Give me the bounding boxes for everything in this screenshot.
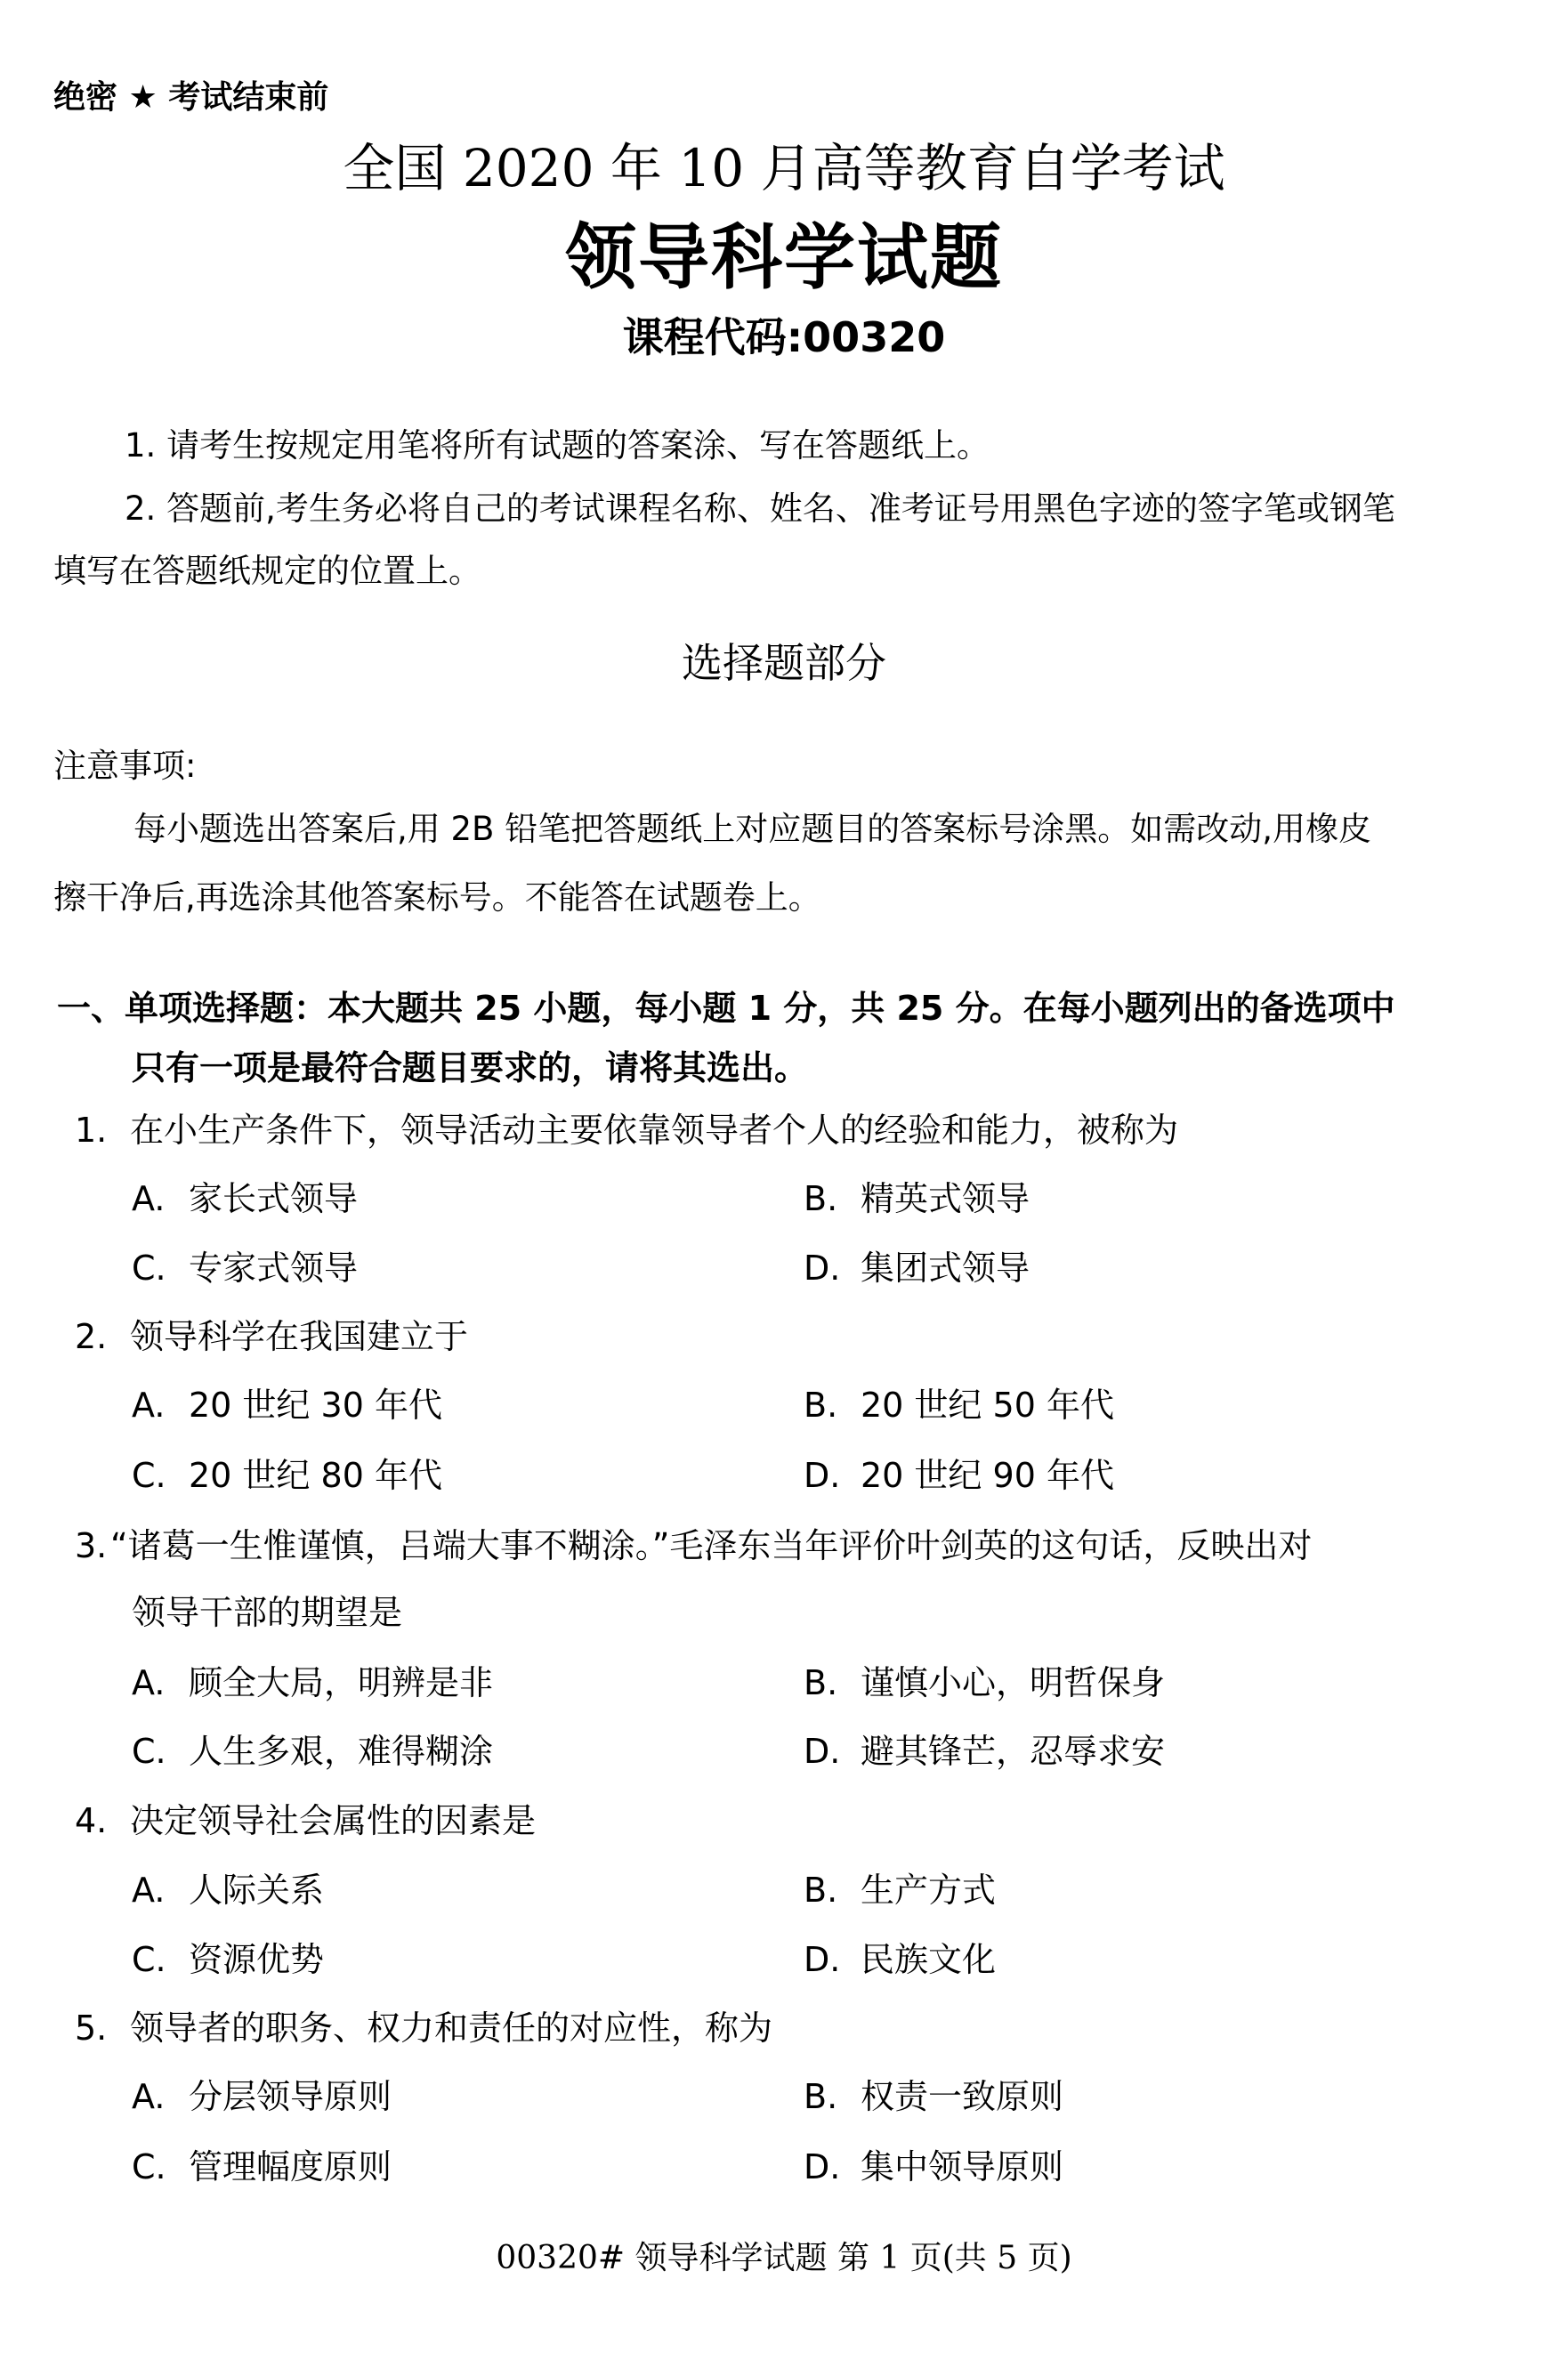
option-text: 集中领导原则: [861, 2147, 1064, 2186]
option-label: D.: [804, 1732, 841, 1771]
option-label: A.: [132, 1663, 166, 1702]
option-1a: [132, 1179, 359, 1218]
option-text: 家长式领导: [189, 1179, 359, 1218]
option-label: D.: [804, 1249, 841, 1288]
page-footer: 00320# 领导科学试题 第 1 页(共 5 页): [496, 2240, 1072, 2276]
option-label: B.: [804, 1386, 838, 1425]
option-text: 民族文化: [861, 1940, 997, 1979]
option-2c: [132, 1456, 442, 1495]
option-label: D.: [804, 1940, 841, 1979]
instruction-2: 2. 答题前,考生务必将自己的考试课程名称、姓名、准考证号用黑色字迹的签字笔或钢笔: [125, 489, 1395, 528]
option-text: 生产方式: [861, 1871, 997, 1910]
question-1: [75, 1111, 1179, 1150]
option-3c: [132, 1732, 494, 1771]
option-5a: [132, 2077, 392, 2116]
option-label: C.: [132, 1456, 166, 1495]
option-label: B.: [804, 1663, 838, 1702]
option-2a: [132, 1386, 442, 1425]
option-1d: [804, 1249, 1031, 1288]
question-3-continued: [132, 1593, 403, 1632]
option-text: 分层领导原则: [189, 2077, 392, 2116]
confidential-mark: 绝密 ★ 考试结束前: [53, 79, 329, 116]
option-text: 人生多艰，难得糊涂: [189, 1732, 494, 1771]
option-2b: [804, 1386, 1114, 1425]
question-stem: 决定领导社会属性的因素是: [130, 1801, 537, 1840]
option-text: 20 世纪 50 年代: [861, 1386, 1114, 1425]
question-number: 5.: [75, 2008, 108, 2048]
question-number: 4.: [75, 1801, 108, 1840]
question-number: 3.: [75, 1526, 108, 1565]
option-text: 20 世纪 80 年代: [189, 1456, 442, 1495]
option-1c: [132, 1249, 359, 1288]
option-label: C.: [132, 2147, 166, 2186]
option-label: A.: [132, 2077, 166, 2116]
option-label: C.: [132, 1732, 166, 1771]
option-text: 20 世纪 90 年代: [861, 1456, 1114, 1495]
question-stem: “诸葛一生惟谨慎，吕端大事不糊涂。”毛泽东当年评价叶剑英的这句话，反映出对: [110, 1526, 1313, 1565]
option-text: 顾全大局，明辨是非: [189, 1663, 494, 1702]
option-label: A.: [132, 1179, 166, 1218]
option-label: C.: [132, 1940, 166, 1979]
option-5c: [132, 2147, 392, 2186]
option-4d: [804, 1940, 997, 1979]
exam-title: 全国 2020 年 10 月高等教育自学考试: [343, 138, 1225, 198]
option-label: C.: [132, 1249, 166, 1288]
option-text: 管理幅度原则: [189, 2147, 392, 2186]
question-3: [75, 1526, 1313, 1565]
option-label: B.: [804, 1871, 838, 1910]
question-number: 2.: [75, 1317, 108, 1356]
question-4: [75, 1801, 537, 1840]
option-4b: [804, 1871, 997, 1910]
attention-line-2: 擦干净后,再选涂其他答案标号。不能答在试题卷上。: [53, 878, 821, 917]
question-stem: 在小生产条件下，领导活动主要依靠领导者个人的经验和能力，被称为: [130, 1111, 1179, 1150]
section-title: 选择题部分: [682, 639, 886, 687]
instruction-2-continued: 填写在答题纸规定的位置上。: [53, 552, 481, 590]
attention-label: 注意事项:: [53, 747, 197, 785]
option-3d: [804, 1732, 1166, 1771]
option-text: 资源优势: [189, 1940, 325, 1979]
option-text: 专家式领导: [189, 1249, 359, 1288]
question-stem: 领导者的职务、权力和责任的对应性，称为: [130, 2008, 773, 2048]
part-one-heading-continued: 只有一项是最符合题目要求的，请将其选出。: [132, 1048, 809, 1087]
question-stem: 领导干部的期望是: [132, 1593, 403, 1632]
option-5b: [804, 2077, 1064, 2116]
option-label: B.: [804, 2077, 838, 2116]
option-label: A.: [132, 1386, 166, 1425]
option-3b: [804, 1663, 1166, 1702]
question-number: 1.: [75, 1111, 108, 1150]
option-text: 避其锋芒，忍辱求安: [861, 1732, 1166, 1771]
option-text: 人际关系: [189, 1871, 325, 1910]
option-label: A.: [132, 1871, 166, 1910]
option-3a: [132, 1663, 494, 1702]
part-one-heading: 一、单项选择题：本大题共 25 小题，每小题 1 分，共 25 分。在每小题列出的备选项中: [57, 989, 1395, 1028]
option-4a: [132, 1871, 325, 1910]
question-5: [75, 2008, 773, 2048]
attention-line-1: 每小题选出答案后,用 2B 铅笔把答题纸上对应题目的答案标号涂黑。如需改动,用橡皮: [133, 810, 1371, 848]
option-5d: [804, 2147, 1064, 2186]
option-text: 谨慎小心，明哲保身: [861, 1663, 1166, 1702]
instruction-1: 1. 请考生按规定用笔将所有试题的答案涂、写在答题纸上。: [125, 426, 990, 465]
paper-title: 领导科学试题: [565, 216, 1003, 299]
option-text: 权责一致原则: [861, 2077, 1064, 2116]
option-2d: [804, 1456, 1114, 1495]
option-1b: [804, 1179, 1031, 1218]
option-text: 集团式领导: [861, 1249, 1031, 1288]
course-code: 课程代码:00320: [622, 313, 946, 361]
question-stem: 领导科学在我国建立于: [130, 1317, 469, 1356]
option-label: B.: [804, 1179, 838, 1218]
question-2: [75, 1317, 469, 1356]
option-4c: [132, 1940, 325, 1979]
option-text: 20 世纪 30 年代: [189, 1386, 442, 1425]
option-text: 精英式领导: [861, 1179, 1031, 1218]
option-label: D.: [804, 2147, 841, 2186]
option-label: D.: [804, 1456, 841, 1495]
